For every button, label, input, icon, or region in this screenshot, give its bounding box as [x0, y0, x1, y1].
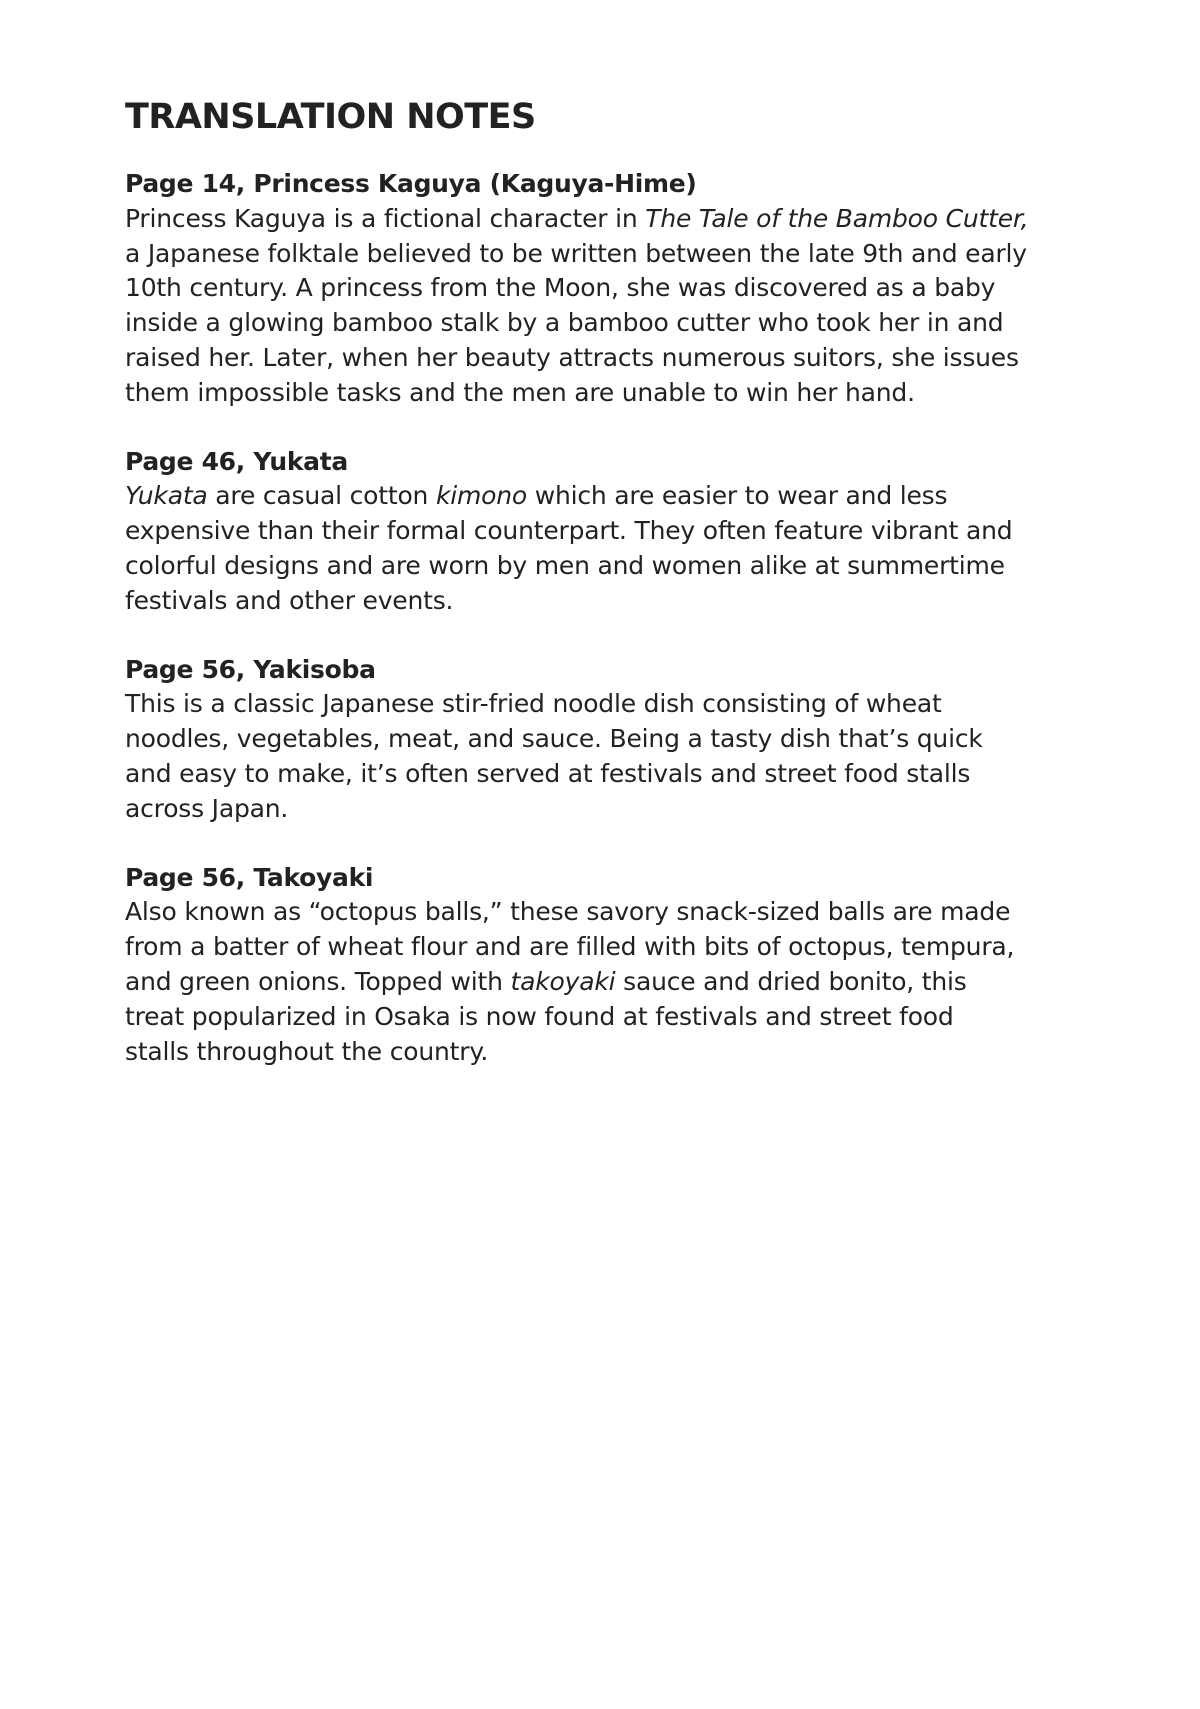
note-body-line [125, 514, 1105, 549]
note-body-line [125, 722, 1105, 757]
italic-term: Yukata [125, 481, 208, 511]
note-body-line [125, 202, 1105, 237]
notes-list [125, 167, 1105, 1069]
body-text: treat popularized in Osaka is now found at festivals and street food [125, 1001, 954, 1031]
body-text: expensive than their formal counterpart. They often feature vibrant and [125, 516, 1013, 546]
translation-note [125, 445, 1105, 619]
body-text: noodles, vegetables, meat, and sauce. Being a tasty dish that’s quick [125, 724, 983, 754]
body-text: Also known as “octopus balls,” these savory snack-sized balls are made [125, 897, 1011, 927]
note-body [125, 687, 1105, 826]
note-body-line [125, 584, 1105, 619]
italic-term: The Tale of the Bamboo Cutter, [645, 203, 1029, 233]
note-body [125, 895, 1105, 1069]
note-body-line [125, 792, 1105, 827]
body-text: which are easier to wear and less [526, 481, 948, 511]
note-body-line [125, 271, 1105, 306]
body-text: colorful designs and are worn by men and women alike at summertime [125, 550, 1005, 580]
note-body-line [125, 1000, 1105, 1035]
note-body-line [125, 1035, 1105, 1070]
body-text: This is a classic Japanese stir-fried noodle dish consisting of wheat [125, 689, 942, 719]
note-body-line [125, 549, 1105, 584]
body-text: 10th century. A princess from the Moon, she was discovered as a baby [125, 273, 996, 303]
translation-note [125, 653, 1105, 827]
note-heading: Page 14, Princess Kaguya (Kaguya-Hime) [125, 169, 697, 198]
note-body [125, 479, 1105, 618]
body-text: are casual cotton [207, 481, 436, 511]
note-body [125, 202, 1105, 411]
page-title: TRANSLATION NOTES [125, 97, 536, 137]
document-page [125, 96, 1105, 1103]
body-text: sauce and dried bonito, this [615, 966, 967, 996]
note-body-line [125, 757, 1105, 792]
note-heading: Page 56, Yakisoba [125, 654, 376, 684]
note-body-line [125, 341, 1105, 376]
body-text: them impossible tasks and the men are unable to win her hand. [125, 377, 915, 407]
note-body-line [125, 479, 1105, 514]
translation-note [125, 167, 1105, 411]
translation-note [125, 861, 1105, 1070]
note-body-line [125, 687, 1105, 722]
body-text: inside a glowing bamboo stalk by a bamboo cutter who took her in and [125, 308, 1004, 338]
note-heading: Page 56, Takoyaki [125, 862, 374, 892]
note-body-line [125, 376, 1105, 411]
note-body-line [125, 895, 1105, 930]
note-body-line [125, 306, 1105, 341]
body-text: across Japan. [125, 793, 289, 823]
note-heading: Page 46, Yukata [125, 446, 348, 476]
body-text: a Japanese folktale believed to be written between the late 9th and early [125, 238, 1027, 268]
note-body-line [125, 237, 1105, 272]
body-text: raised her. Later, when her beauty attracts numerous suitors, she issues [125, 342, 1019, 372]
body-text: festivals and other events. [125, 585, 454, 615]
italic-term: takoyaki [510, 966, 616, 996]
note-body-line [125, 965, 1105, 1000]
body-text: from a batter of wheat flour and are filled with bits of octopus, tempura, [125, 932, 1015, 962]
body-text: stalls throughout the country. [125, 1036, 489, 1066]
body-text: and easy to make, it’s often served at festivals and street food stalls [125, 758, 971, 788]
note-body-line [125, 930, 1105, 965]
body-text: and green onions. Topped with [125, 966, 511, 996]
italic-term: kimono [435, 481, 527, 511]
body-text: Princess Kaguya is a fictional character in [125, 203, 646, 233]
